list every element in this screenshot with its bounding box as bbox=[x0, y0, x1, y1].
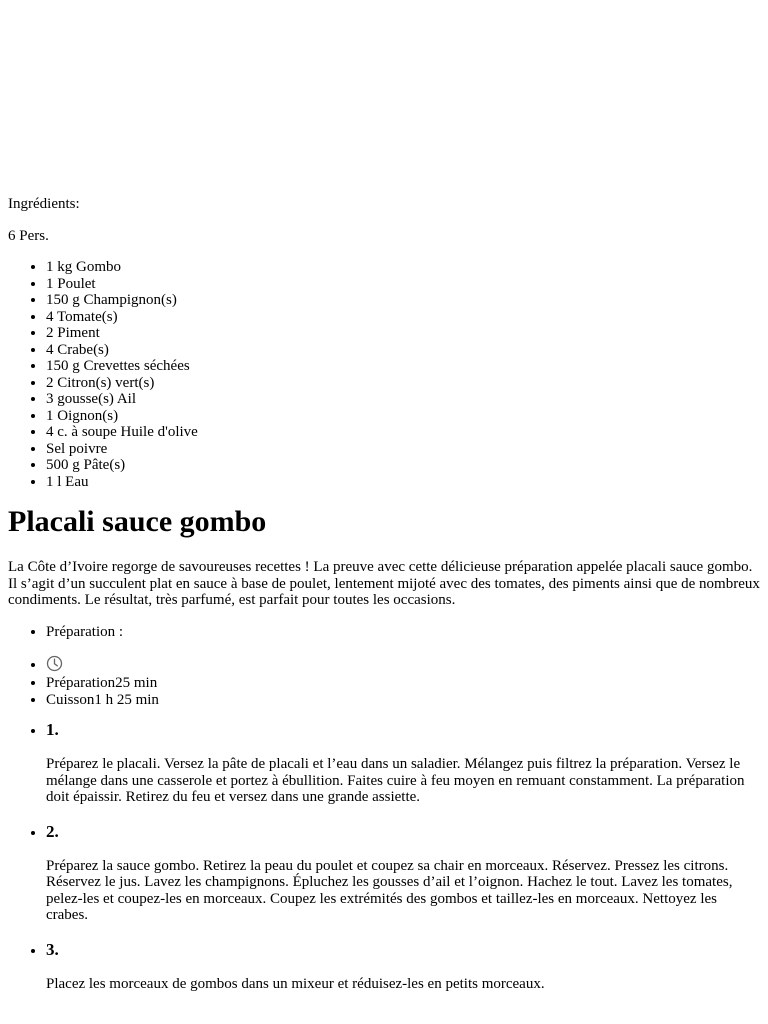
ingredient-item: • 2 Citron(s) vert(s) bbox=[46, 375, 760, 392]
ingredients-list bbox=[8, 259, 760, 490]
step-text: Préparez le placali. Versez la pâte de placali et l’eau dans un saladier. Mélangez puis filtrez la préparation. Versez le mélange dans une casserole et portez à ébullition. Faites cuire à feu moyen en remuant constamment. La préparation doit épaissir. Retirez du feu et versez dans une grande assiette. bbox=[46, 756, 745, 805]
preparation-heading-list bbox=[8, 624, 760, 641]
ingredient-item: • 150 g Champignon(s) bbox=[46, 292, 760, 309]
ingredient-item: • Sel poivre bbox=[46, 441, 760, 458]
time-list bbox=[8, 655, 760, 708]
ingredient-item: • 1 kg Gombo bbox=[46, 259, 760, 276]
step-number: • 2. bbox=[46, 821, 59, 841]
step-number: • 3. bbox=[46, 939, 59, 959]
ingredient-item: • 150 g Crevettes séchées bbox=[46, 358, 760, 375]
ingredient-item: • 4 Crabe(s) bbox=[46, 342, 760, 359]
step-item bbox=[46, 822, 760, 924]
prep-time: • Préparation25 min bbox=[46, 675, 760, 692]
recipe-intro: La Côte d’Ivoire regorge de savoureuses recettes ! La preuve avec cette délicieuse préparation appelée placali sauce gombo. Il s’agit d’un succulent plat en sauce à base de poulet, lentement mijoté avec des tomates, des piments ainsi que de nombreux condiments. Le résultat, très parfumé, est parfait pour toutes les occasions. bbox=[8, 559, 760, 608]
step-text: Préparez la sauce gombo. Retirez la peau du poulet et coupez sa chair en morceaux. Réservez. Pressez les citrons. Réservez le jus. Lavez les champignons. Épluchez les gousses d’ail et l’oignon. Hachez le tout. Lavez les tomates, pelez-les et coupez-les en morceaux. Coupez les extrémités des gombos et taillez-les en morceaux. Nettoyez les crabes. bbox=[46, 857, 733, 923]
recipe-title: Placali sauce gombo bbox=[8, 505, 267, 538]
servings-count: 6 Pers. bbox=[8, 227, 49, 244]
step-number: • 1. bbox=[46, 720, 59, 739]
ingredient-item: • 1 Poulet bbox=[46, 276, 760, 293]
ingredient-item: • 3 gousse(s) Ail bbox=[46, 391, 760, 408]
header-blank-area bbox=[8, 0, 760, 196]
steps-list bbox=[8, 720, 760, 992]
step-item bbox=[46, 720, 760, 806]
ingredient-item: • 500 g Pâte(s) bbox=[46, 457, 760, 474]
cook-time: • Cuisson1 h 25 min bbox=[46, 692, 760, 709]
ingredient-item: • 4 c. à soupe Huile d'olive bbox=[46, 424, 760, 441]
clock-item bbox=[46, 655, 760, 675]
step-item bbox=[46, 940, 760, 993]
clock-icon bbox=[46, 655, 63, 672]
ingredient-item: • 2 Piment bbox=[46, 325, 760, 342]
step-text: Placez les morceaux de gombos dans un mixeur et réduisez-les en petits morceaux. bbox=[46, 975, 545, 992]
ingredient-item: • 1 Oignon(s) bbox=[46, 408, 760, 425]
ingredient-item: • 1 l Eau bbox=[46, 474, 760, 491]
preparation-label: • Préparation : bbox=[46, 624, 760, 641]
ingredient-item: • 4 Tomate(s) bbox=[46, 309, 760, 326]
ingredients-label: Ingrédients: bbox=[8, 196, 80, 212]
